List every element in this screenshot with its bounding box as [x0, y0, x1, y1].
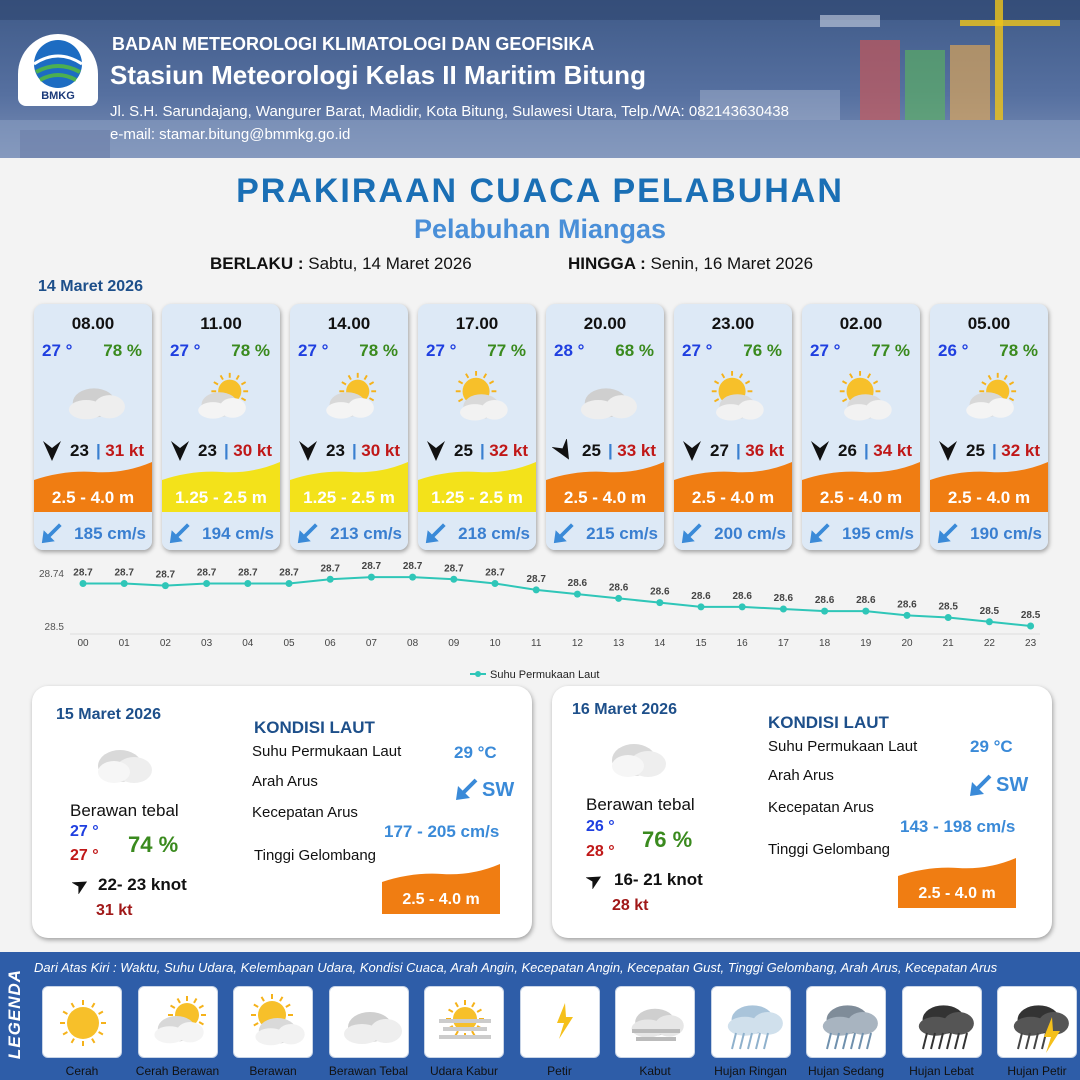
sst-point	[121, 580, 128, 587]
x-tick-label: 06	[324, 638, 336, 649]
sst-data-label: 28.7	[196, 567, 217, 579]
sst-point	[656, 599, 663, 606]
sst-point	[739, 603, 746, 610]
sst-point	[450, 576, 457, 583]
card-current	[34, 516, 152, 550]
card-current-speed: 185 cm/s	[74, 524, 146, 543]
station-email: e-mail: stamar.bitung@bmmkg.go.id	[110, 126, 351, 143]
sst-chart	[30, 560, 1060, 685]
card-current-speed: 215 cm/s	[586, 524, 658, 543]
legend-item	[615, 986, 695, 1058]
card-time: 11.00	[200, 314, 242, 333]
y-tick-label: 28.5	[44, 622, 64, 633]
berawan-tebal-icon	[570, 370, 642, 428]
sst-data-label: 28.6	[773, 593, 794, 604]
card-current	[546, 516, 664, 550]
card-temperature: 27 °	[170, 341, 201, 360]
port-name: Pelabuhan Miangas	[413, 214, 667, 244]
card-current	[162, 516, 280, 550]
card-temperature: 26 °	[938, 341, 969, 360]
day-condition: Berawan tebal	[586, 795, 695, 814]
sst-point	[244, 580, 251, 587]
sst-label: Suhu Permukaan Laut	[252, 743, 402, 760]
sst-point	[533, 586, 540, 593]
card-temperature: 27 °	[42, 341, 73, 360]
station-name: Stasiun Meteorologi Kelas II Maritim Bitung	[110, 60, 646, 90]
legend-tab	[0, 952, 30, 1080]
current-direction-icon	[40, 521, 64, 545]
current-direction-icon	[552, 521, 576, 545]
day-wind: 22- 23 knot	[98, 875, 187, 894]
sst-data-label: 28.6	[650, 586, 670, 598]
legend-item-label: Berawan	[249, 1064, 297, 1078]
sst-data-label: 28.7	[485, 567, 505, 579]
card-wind-speed: 27	[710, 441, 729, 460]
sst-data-label: 28.7	[73, 567, 93, 579]
sst-data-label: 28.5	[938, 601, 958, 613]
card-current-speed: 213 cm/s	[330, 524, 402, 543]
card-wave-height: 2.5 - 4.0 m	[691, 488, 775, 507]
x-tick-label: 07	[365, 638, 377, 649]
cerah-berawan-icon	[954, 370, 1026, 428]
card-wind	[680, 439, 786, 463]
cerah-icon	[51, 993, 115, 1053]
y-tick-label: 28.74	[38, 569, 64, 580]
card-wave-height: 2.5 - 4.0 m	[563, 488, 647, 507]
card-temperature: 27 °	[426, 341, 457, 360]
current-direction-icon	[968, 772, 994, 798]
legend-series-name: Suhu Permukaan Laut	[490, 669, 600, 681]
berawan-tebal-icon	[58, 370, 130, 428]
card-humidity: 78 %	[231, 341, 270, 360]
sst-data-label: 28.7	[526, 573, 546, 585]
legend-description: Dari Atas Kiri : Waktu, Suhu Udara, Kelembapan Udara, Kondisi Cuaca, Arah Angin, Kecepatan Angin, Kecepatan Gust, Tinggi Gelombang, Arah Arus, Kecepatan Arus	[34, 960, 998, 975]
legend-item	[138, 986, 218, 1058]
sst-point	[80, 580, 87, 587]
current-direction-icon	[454, 776, 480, 802]
hourly-card	[674, 304, 792, 550]
card-gust: 32 kt	[1001, 441, 1040, 460]
card-wind-separator: |	[224, 441, 229, 460]
day-humidity: 76 %	[642, 827, 693, 852]
card-gust: 33 kt	[617, 441, 656, 460]
card-temperature: 27 °	[810, 341, 841, 360]
card-time: 23.00	[711, 314, 755, 333]
logo-text: BMKG	[41, 90, 75, 102]
card-gust: 36 kt	[745, 441, 784, 460]
current-dir-value: SW	[996, 774, 1029, 796]
card-time: 14.00	[327, 314, 371, 333]
day1-date: 14 Maret 2026	[38, 278, 143, 295]
x-tick-label: 01	[118, 638, 130, 649]
valid-from	[210, 254, 472, 274]
valid-from-label: BERLAKU :	[210, 254, 304, 273]
hourly-card	[418, 304, 536, 550]
berawan-tebal-icon	[90, 738, 160, 788]
day-condition: Berawan tebal	[70, 801, 179, 820]
sst-point	[409, 574, 416, 581]
sst-data-label: 28.6	[608, 582, 629, 594]
legend-item	[520, 986, 600, 1058]
current-direction-icon	[296, 521, 320, 545]
wind-arrow-icon	[168, 439, 192, 463]
card-wind-separator: |	[864, 441, 869, 460]
current-dir-label: Arah Arus	[252, 773, 318, 790]
day-temp-max: 27 °	[70, 823, 99, 840]
bmkg-emblem-icon	[18, 34, 98, 90]
legend-item-label: Cerah Berawan	[135, 1064, 220, 1078]
legend-marker	[475, 671, 481, 677]
wave-value: 2.5 - 4.0 m	[402, 891, 480, 908]
sst-point	[821, 608, 828, 615]
day-temp-max: 26 °	[586, 818, 615, 835]
sst-data-label: 28.7	[320, 563, 340, 575]
sst-point	[1027, 623, 1034, 630]
x-tick-label: 03	[201, 638, 213, 649]
card-wind-separator: |	[96, 441, 101, 460]
berawan-tebal-icon	[604, 732, 674, 782]
sst-point	[574, 591, 581, 598]
current-direction-icon	[936, 521, 960, 545]
card-wind	[552, 439, 658, 463]
cerah-berawan-icon	[147, 993, 211, 1053]
x-tick-label: 15	[695, 638, 707, 649]
card-wind-speed: 23	[70, 441, 89, 460]
sst-point	[286, 580, 293, 587]
hujan-ringan-icon	[720, 993, 784, 1053]
card-wind	[936, 439, 1042, 463]
legend-item	[42, 986, 122, 1058]
sst-data-label: 28.6	[732, 590, 752, 602]
sst-series-line	[83, 577, 1031, 626]
card-wind-separator: |	[736, 441, 741, 460]
sst-point	[615, 595, 622, 602]
card-wave-height: 2.5 - 4.0 m	[819, 488, 903, 507]
legend-item	[806, 986, 886, 1058]
berawan-tebal-icon	[338, 993, 402, 1053]
day-panel-2	[552, 686, 1052, 938]
card-wave-height: 2.5 - 4.0 m	[51, 488, 135, 507]
berawan-icon	[698, 370, 770, 428]
x-tick-label: 16	[736, 638, 748, 649]
sst-value: 29 °C	[454, 743, 497, 762]
legend-item-label: Kabut	[639, 1064, 671, 1078]
card-current	[802, 516, 920, 550]
card-current-speed: 195 cm/s	[842, 524, 914, 543]
wind-arrow-icon	[936, 439, 960, 463]
card-gust: 30 kt	[233, 441, 272, 460]
sst-data-label: 28.7	[361, 561, 382, 573]
x-tick-label: 00	[77, 638, 89, 649]
card-wave-height: 1.25 - 2.5 m	[175, 488, 267, 507]
legend-item	[424, 986, 504, 1058]
card-wind-speed: 23	[198, 441, 217, 460]
sst-data-label: 28.5	[1020, 610, 1041, 621]
wave-label: Tinggi Gelombang	[768, 841, 891, 858]
card-wind-separator: |	[992, 441, 997, 460]
card-wave-height: 1.25 - 2.5 m	[431, 488, 523, 507]
x-tick-label: 23	[1025, 638, 1037, 649]
sst-data-label: 28.5	[979, 605, 1000, 617]
station-address: Jl. S.H. Sarundajang, Wangurer Barat, Madidir, Kota Bitung, Sulawesi Utara, Telp./WA: 082143630438	[110, 103, 789, 120]
x-tick-label: 20	[901, 638, 913, 649]
card-wind-speed: 26	[838, 441, 857, 460]
card-time: 17.00	[455, 314, 499, 333]
card-current-speed: 218 cm/s	[458, 524, 530, 543]
sst-point	[492, 580, 499, 587]
sst-data-label: 28.6	[897, 599, 917, 611]
x-tick-label: 10	[489, 638, 501, 649]
card-wind-speed: 25	[966, 441, 985, 460]
hourly-card	[162, 304, 280, 550]
card-current-speed: 194 cm/s	[202, 524, 274, 543]
legend-item-label: Hujan Ringan	[714, 1064, 787, 1078]
day-wind: 16- 21 knot	[614, 870, 703, 889]
card-gust: 34 kt	[873, 441, 912, 460]
legend-item-label: Petir	[547, 1064, 572, 1078]
day-date: 15 Maret 2026	[56, 706, 161, 723]
x-tick-label: 13	[613, 638, 625, 649]
legend-item-label: Hujan Petir	[1007, 1064, 1067, 1078]
sst-point	[945, 614, 952, 621]
card-wind-speed: 25	[582, 441, 601, 460]
legend-item	[233, 986, 313, 1058]
sst-label: Suhu Permukaan Laut	[768, 738, 918, 755]
hujan-lebat-icon	[911, 993, 975, 1053]
sst-data-label: 28.7	[155, 569, 176, 581]
current-direction-icon	[424, 521, 448, 545]
wind-arrow-icon	[296, 439, 320, 463]
x-tick-label: 05	[283, 638, 295, 649]
legend-item-label: Hujan Lebat	[909, 1064, 974, 1078]
legend-item	[997, 986, 1077, 1058]
card-humidity: 76 %	[743, 341, 782, 360]
card-wind	[424, 439, 530, 463]
page-title: PRAKIRAAN CUACA PELABUHAN	[236, 172, 844, 210]
sst-value: 29 °C	[970, 737, 1013, 756]
current-direction-icon	[808, 521, 832, 545]
card-current-speed: 200 cm/s	[714, 524, 786, 543]
hourly-card	[930, 304, 1048, 550]
sst-data-label: 28.7	[444, 563, 464, 575]
x-tick-label: 08	[407, 638, 419, 649]
legend-tab-label: LEGENDA	[5, 968, 24, 1060]
current-speed-value: 177 - 205 cm/s	[384, 822, 500, 841]
hourly-card	[290, 304, 408, 550]
x-tick-label: 21	[942, 638, 954, 649]
current-speed-label: Kecepatan Arus	[768, 799, 874, 816]
x-tick-label: 09	[448, 638, 460, 649]
card-wind-speed: 25	[454, 441, 473, 460]
card-current	[418, 516, 536, 550]
day-gust: 28 kt	[612, 897, 649, 914]
card-current	[930, 516, 1048, 550]
x-tick-label: 11	[531, 638, 542, 649]
sst-data-label: 28.7	[238, 567, 258, 579]
legend-item	[329, 986, 409, 1058]
card-time: 02.00	[839, 314, 883, 333]
petir-icon	[529, 993, 593, 1053]
x-tick-label: 02	[159, 638, 171, 649]
day-temp-min: 28 °	[586, 843, 615, 860]
sst-data-label: 28.7	[114, 567, 134, 579]
legend-item	[902, 986, 982, 1058]
current-speed-label: Kecepatan Arus	[252, 804, 358, 821]
berawan-icon	[826, 370, 898, 428]
card-time: 05.00	[967, 314, 1011, 333]
x-tick-label: 22	[983, 638, 995, 649]
sst-point	[162, 582, 169, 589]
card-current	[290, 516, 408, 550]
card-humidity: 68 %	[615, 341, 654, 360]
cerah-berawan-icon	[314, 370, 386, 428]
wind-arrow-icon	[40, 439, 64, 463]
card-wind-separator: |	[352, 441, 357, 460]
card-wind	[40, 439, 146, 463]
wind-arrow-icon	[424, 439, 448, 463]
card-humidity: 77 %	[487, 341, 526, 360]
card-wave-height: 2.5 - 4.0 m	[947, 488, 1031, 507]
card-wave-height: 1.25 - 2.5 m	[303, 488, 395, 507]
wind-arrow-icon	[808, 439, 832, 463]
org-name: BADAN METEOROLOGI KLIMATOLOGI DAN GEOFISIKA	[112, 34, 595, 54]
current-dir-label: Arah Arus	[768, 767, 834, 784]
card-humidity: 77 %	[871, 341, 910, 360]
current-direction-icon	[680, 521, 704, 545]
sst-data-label: 28.7	[402, 561, 423, 573]
legend-item	[711, 986, 791, 1058]
card-time: 20.00	[583, 314, 627, 333]
sst-point	[698, 603, 705, 610]
sst-data-label: 28.7	[279, 567, 299, 579]
sst-point	[780, 606, 787, 613]
card-wind-speed: 23	[326, 441, 345, 460]
x-tick-label: 12	[571, 638, 583, 649]
card-current-speed: 190 cm/s	[970, 524, 1042, 543]
card-humidity: 78 %	[103, 341, 142, 360]
sst-data-label: 28.6	[814, 595, 835, 607]
sst-point	[862, 608, 869, 615]
berawan-icon	[442, 370, 514, 428]
berawan-icon	[242, 993, 306, 1053]
card-wind	[168, 439, 274, 463]
x-tick-label: 19	[860, 638, 872, 649]
x-tick-label: 14	[654, 638, 666, 649]
legend-item-label: Udara Kabur	[429, 1064, 499, 1078]
card-wind-separator: |	[480, 441, 485, 460]
card-gust: 31 kt	[105, 441, 144, 460]
card-temperature: 27 °	[298, 341, 329, 360]
sst-point	[986, 618, 993, 625]
card-temperature: 28 °	[554, 341, 585, 360]
x-tick-label: 18	[819, 638, 831, 649]
valid-from-value: Sabtu, 14 Maret 2026	[308, 254, 472, 273]
sst-point	[327, 576, 334, 583]
hourly-card	[546, 304, 664, 550]
card-gust: 32 kt	[489, 441, 528, 460]
sst-point	[203, 580, 210, 587]
day-gust: 31 kt	[96, 902, 133, 919]
hujan-petir-icon	[1006, 993, 1070, 1053]
hourly-card	[34, 304, 152, 550]
card-gust: 30 kt	[361, 441, 400, 460]
cerah-berawan-icon	[186, 370, 258, 428]
legend-item-label: Hujan Sedang	[807, 1064, 885, 1078]
udara-kabur-icon	[433, 993, 497, 1053]
sst-point	[368, 574, 375, 581]
sea-condition-title: KONDISI LAUT	[254, 718, 375, 737]
card-wind	[808, 439, 914, 463]
legend-item-label: Cerah	[65, 1064, 99, 1078]
wind-arrow-icon	[586, 871, 604, 889]
sst-data-label: 28.6	[856, 595, 876, 607]
header-banner	[0, 0, 1080, 158]
kabut-icon	[624, 993, 688, 1053]
x-tick-label: 04	[242, 638, 254, 649]
card-humidity: 78 %	[999, 341, 1038, 360]
sst-data-label: 28.6	[691, 590, 711, 602]
hujan-sedang-icon	[815, 993, 879, 1053]
bmkg-logo	[18, 34, 98, 106]
card-wind	[296, 439, 402, 463]
current-direction-icon	[168, 521, 192, 545]
legend-item-label: Berawan Tebal	[328, 1064, 409, 1078]
valid-to-label: HINGGA :	[568, 254, 646, 273]
current-dir-value: SW	[482, 779, 515, 801]
sst-point	[904, 612, 911, 619]
card-wind-separator: |	[608, 441, 613, 460]
card-temperature: 27 °	[682, 341, 713, 360]
sst-data-label: 28.6	[567, 578, 588, 590]
day-humidity: 74 %	[128, 832, 179, 857]
hourly-card	[802, 304, 920, 550]
day-date: 16 Maret 2026	[572, 701, 677, 718]
day-panel-1	[32, 686, 532, 938]
card-current	[674, 516, 792, 550]
current-speed-value: 143 - 198 cm/s	[900, 817, 1016, 836]
wave-label: Tinggi Gelombang	[254, 847, 377, 864]
card-time: 08.00	[71, 314, 115, 333]
valid-to	[568, 254, 813, 274]
wind-arrow-icon	[680, 439, 704, 463]
day-temp-min: 27 °	[70, 847, 99, 864]
x-tick-label: 17	[777, 638, 789, 649]
card-humidity: 78 %	[359, 341, 398, 360]
wind-arrow-icon	[552, 439, 576, 463]
valid-to-value: Senin, 16 Maret 2026	[650, 254, 814, 273]
sea-condition-title: KONDISI LAUT	[768, 713, 889, 732]
wind-arrow-icon	[72, 876, 90, 894]
wave-value: 2.5 - 4.0 m	[918, 885, 996, 902]
